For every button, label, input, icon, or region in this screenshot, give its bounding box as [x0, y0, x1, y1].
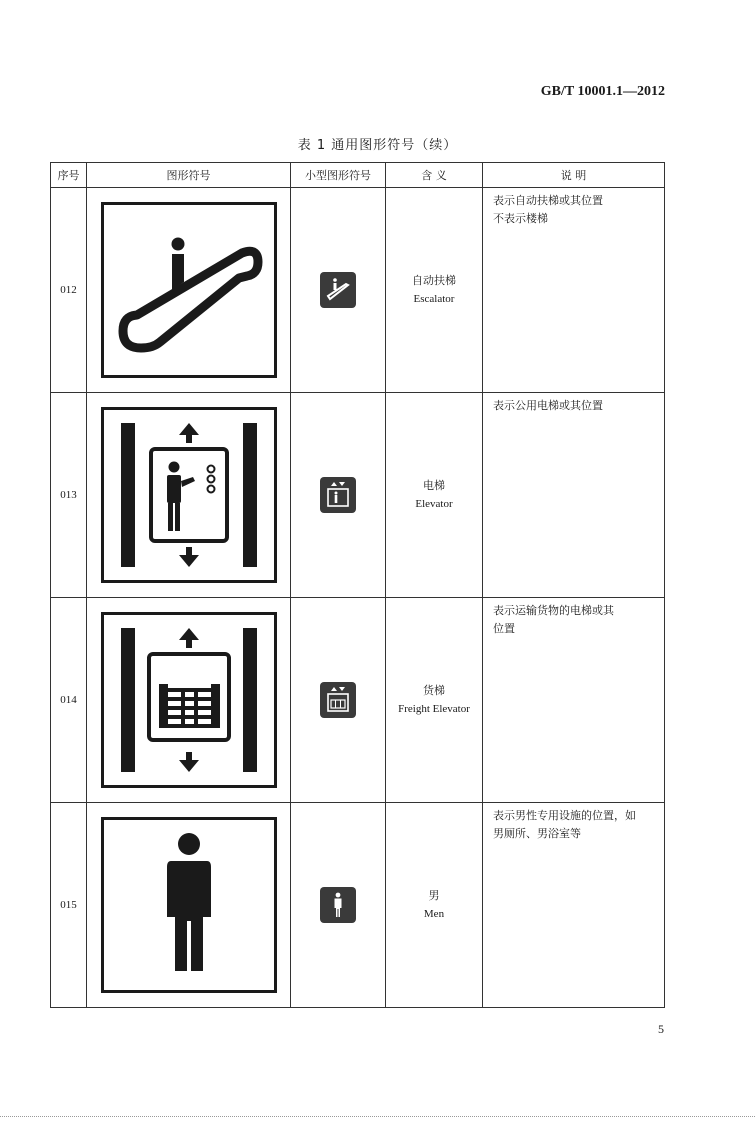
header-meaning: 含 义 — [386, 163, 483, 188]
meaning-en: Escalator — [413, 293, 455, 305]
freight-elevator-icon — [319, 681, 357, 719]
description-line: 不表示楼梯 — [493, 212, 548, 225]
table-header-row — [51, 163, 665, 188]
description-line: 位置 — [493, 622, 515, 635]
description-line: 男厕所、男浴室等 — [493, 827, 581, 840]
description-line: 表示运输货物的电梯或其 — [493, 604, 614, 617]
footer-divider — [0, 1116, 755, 1117]
escalator-icon — [101, 202, 277, 378]
meaning-en: Elevator — [415, 498, 453, 510]
description-line: 表示自动扶梯或其位置 — [493, 194, 603, 207]
description-line: 表示公用电梯或其位置 — [493, 399, 603, 412]
elevator-icon — [101, 407, 277, 583]
row-number: 014 — [51, 598, 87, 803]
header-description: 说 明 — [483, 163, 665, 188]
header-small-symbol: 小型图形符号 — [291, 163, 386, 188]
table-row — [51, 393, 665, 598]
men-icon — [101, 817, 277, 993]
escalator-icon — [319, 271, 357, 309]
table-row — [51, 803, 665, 1008]
row-number: 013 — [51, 393, 87, 598]
meaning-zh: 货梯 — [423, 684, 445, 697]
meaning-en: Men — [423, 908, 445, 920]
men-icon — [319, 886, 357, 924]
symbols-table — [50, 162, 665, 1008]
freight-elevator-icon — [101, 612, 277, 788]
meaning-zh: 男 — [428, 889, 440, 902]
row-number: 015 — [51, 803, 87, 1008]
table-row — [51, 188, 665, 393]
page-number: 5 — [658, 1022, 664, 1036]
table-row — [51, 598, 665, 803]
elevator-icon — [319, 476, 357, 514]
meaning-en: Freight Elevator — [398, 703, 470, 715]
description-line: 表示男性专用设施的位置，如 — [493, 809, 636, 822]
meaning-zh: 电梯 — [423, 479, 445, 492]
header-symbol: 图形符号 — [87, 163, 291, 188]
header-no: 序号 — [51, 163, 87, 188]
standard-code: GB/T 10001.1—2012 — [540, 84, 665, 99]
table-title: 表 1 通用图形符号（续） — [297, 138, 458, 153]
row-number: 012 — [51, 188, 87, 393]
meaning-zh: 自动扶梯 — [412, 274, 456, 287]
